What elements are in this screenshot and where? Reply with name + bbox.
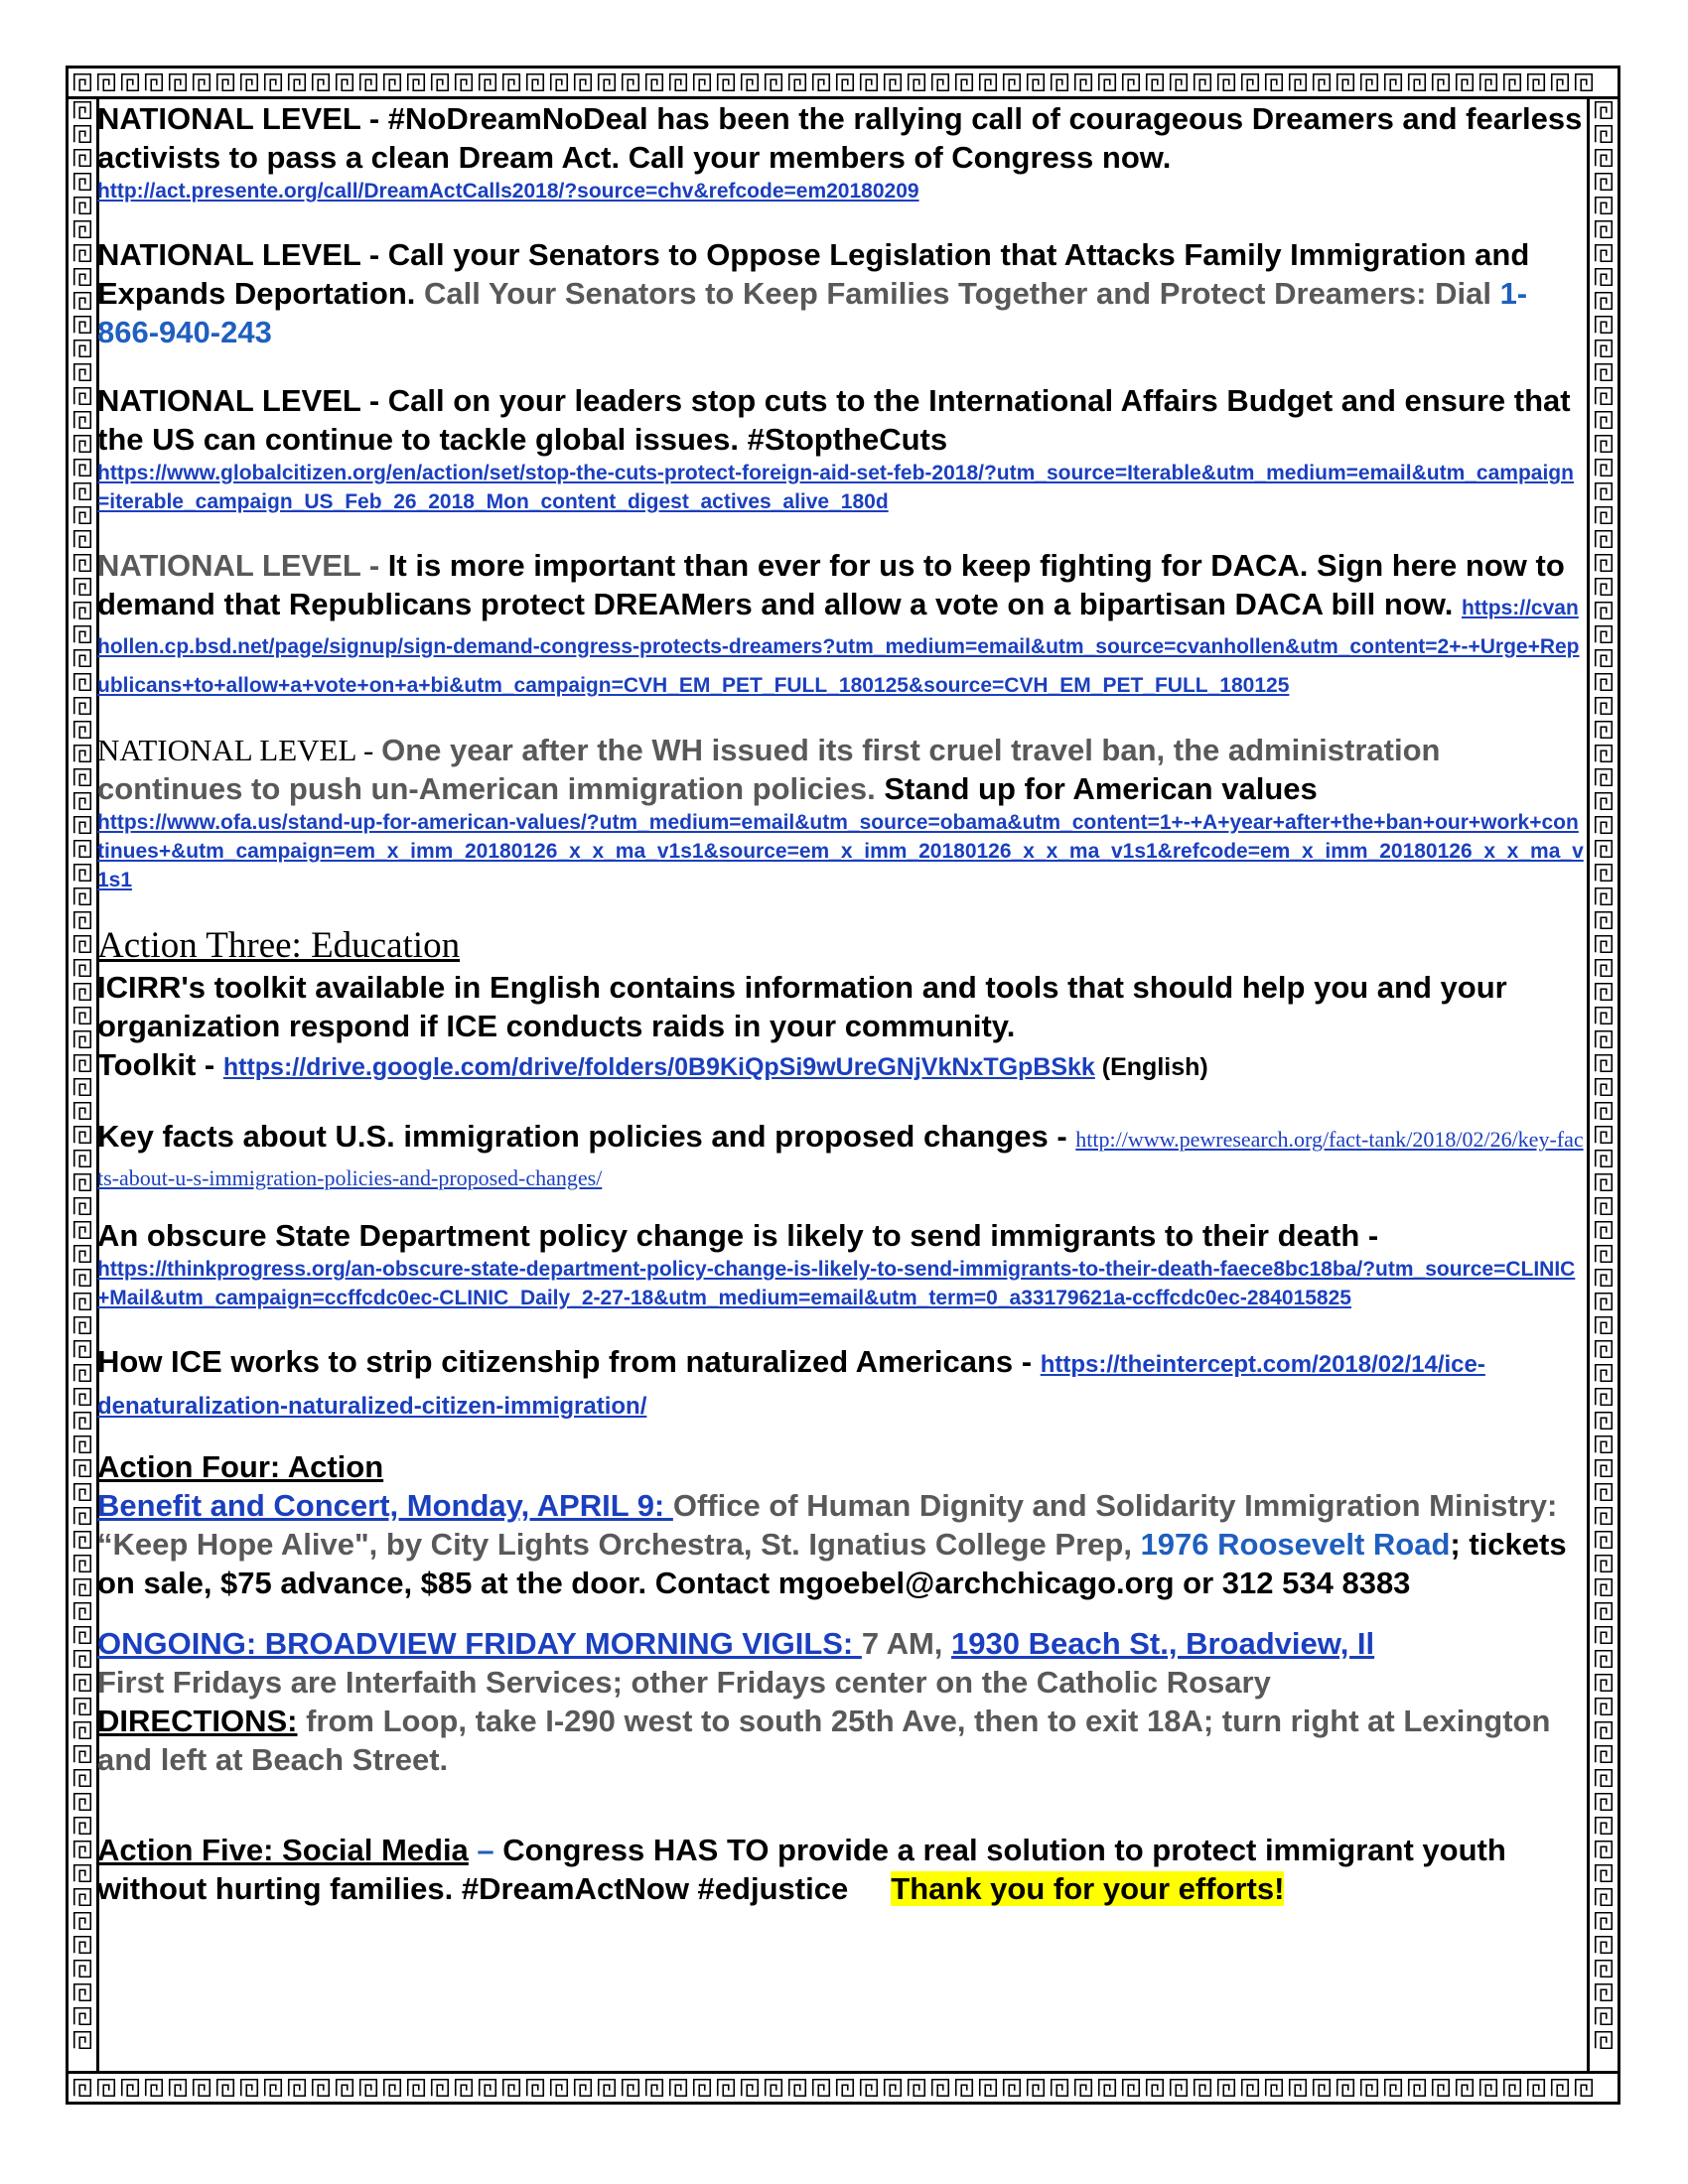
section-text: #NoDreamNoDeal has been the rallying call of courageous Dreamers and fearless activists to pass a clean Dream Act. Call your members of Congress now. — [97, 101, 1583, 175]
level-label: NATIONAL LEVEL - — [97, 548, 388, 583]
thinkprogress-link[interactable]: https://thinkprogress.org/an-obscure-state-department-policy-change-is-likely-to-send-immigrants-to-their-death-faece8bc18ba/?utm_source=CLINIC+Mail&utm_campaign=ccffcdc0ec-CLINIC_Daily_2-27-18&utm_medium=email&utm_term=0_a33179621a-ccffcdc0ec-284015825 — [97, 1258, 1576, 1309]
directions-text: from Loop, take I-290 west to south 25th Ave, then to exit 18A; turn right at Lexington and left at Beach Street. — [97, 1704, 1551, 1777]
ice-citizenship-text: How ICE works to strip citizenship from naturalized Americans - — [97, 1344, 1041, 1379]
border-right — [1587, 96, 1618, 2074]
event-address: 1976 Roosevelt Road — [1140, 1527, 1451, 1562]
section-text: Call your Senators to Oppose Legislation that Attacks Family Immigration and Expands Deportation. — [97, 237, 1530, 311]
section-text: It is more important than ever for us to keep fighting for DACA. Sign here now to demand that Republicans protect DREAMers and allow a vote on a bipartisan DACA bill now. — [97, 548, 1565, 621]
level-label: NATIONAL LEVEL - — [97, 237, 388, 272]
action-five-social-media — [97, 1831, 1585, 1908]
key-facts-text: Key facts about U.S. immigration policies and proposed changes - — [97, 1119, 1076, 1154]
ofa-link[interactable]: https://www.ofa.us/stand-up-for-american-values/?utm_medium=email&utm_source=obama&utm_content=1+-+A+year+after+the+ban+our+work+continues+&utm_campaign=em_x_imm_20180126_x_x_ma_v1s1&source=em_x_imm_20180126_x_x_ma_v1s1&refcode=em_x_imm_20180126_x_x_ma_v1s1 — [97, 811, 1584, 891]
cvanhollen-link[interactable]: https://cvanhollen.cp.bsd.net/page/signup/sign-demand-congress-protects-dreamers?utm_medium=email&utm_source=cvanhollen&utm_content=2+-+Urge+Republicans+to+allow+a+vote+on+a+bi&utm_campaign=CVH_EM_PET_FULL_180125&source=CVH_EM_PET_FULL_180125 — [97, 597, 1580, 697]
vigil-description: First Fridays are Interfaith Services; other Fridays center on the Catholic Rosary — [97, 1665, 1271, 1700]
vigils-link[interactable]: ONGOING: BROADVIEW FRIDAY MORNING VIGILS: — [97, 1626, 862, 1661]
toolkit-label: Toolkit - — [97, 1047, 223, 1082]
greek-key-pattern — [69, 96, 96, 2074]
border-left — [69, 96, 99, 2074]
toolkit-suffix: (English) — [1094, 1053, 1208, 1081]
border-bottom — [69, 2071, 1618, 2102]
benefit-concert-link[interactable]: Benefit and Concert, Monday, APRIL 9: — [97, 1488, 673, 1523]
section-gray-text: Call Your Senators to Keep Families Together and Protect Dreamers: Dial — [423, 276, 1500, 311]
national-level-family-immigration — [97, 235, 1585, 351]
presente-link[interactable]: http://act.presente.org/call/DreamActCalls2018/?source=chv&refcode=em20180209 — [97, 180, 919, 203]
toolkit-link[interactable]: https://drive.google.com/drive/folders/0B9KiQpSi9wUreGNjVkNxTGpBSkk — [222, 1053, 1095, 1081]
level-label: NATIONAL LEVEL - — [97, 733, 382, 767]
pewresearch-link[interactable]: http://www.pewresearch.org/fact-tank/2018/02/26/key-facts-about-u-s-immigration-policies-and-proposed-changes/ — [97, 1127, 1584, 1190]
social-media-text: Congress HAS TO provide a real solution to protect immigrant youth without hurting families. #DreamActNow #edjustice — [97, 1833, 1506, 1906]
action-three-title: Action Three: Education — [97, 925, 461, 966]
thank-you-highlight: Thank you for your efforts! — [891, 1871, 1285, 1906]
event-tickets-contact: ; tickets on sale, $75 advance, $85 at the door. Contact mgoebel@archchicago.org or 312 534 8383 — [97, 1527, 1567, 1600]
section-gray-text: One year after the WH issued its first cruel travel ban, the administration continues to push un-American immigration policies. — [97, 733, 1441, 806]
intercept-link[interactable]: https://theintercept.com/2018/02/14/ice-denaturalization-naturalized-citizen-immigration/ — [97, 1351, 1485, 1420]
phone-number: 1-866-940-243 — [97, 276, 1528, 349]
vigil-address-link[interactable]: 1930 Beach St., Broadview, Il — [951, 1626, 1375, 1661]
national-level-stop-cuts — [97, 381, 1585, 516]
action-five-title: Action Five: Social Media — [97, 1833, 469, 1867]
greek-key-pattern — [69, 2074, 1618, 2102]
state-dept-text: An obscure State Department policy change is likely to send immigrants to their death - — [97, 1218, 1379, 1253]
greek-key-pattern — [1590, 96, 1618, 2074]
page-content — [97, 99, 1585, 1908]
dash: – — [468, 1833, 503, 1867]
vigil-time: 7 AM, — [861, 1626, 952, 1661]
directions-label: DIRECTIONS: — [97, 1704, 298, 1738]
globalcitizen-link[interactable]: https://www.globalcitizen.org/en/action/set/stop-the-cuts-protect-foreign-aid-set-feb-2018/?utm_source=Iterable&utm_medium=email&utm_campaign=iterable_campaign_US_Feb_26_2018_Mon_content_digest_actives_alive_180d — [97, 462, 1574, 513]
national-level-travel-ban — [97, 731, 1585, 894]
level-label: NATIONAL LEVEL - — [97, 383, 388, 418]
national-level-daca — [97, 546, 1585, 701]
level-label: NATIONAL LEVEL - — [97, 101, 388, 136]
action-four-title: Action Four: Action — [97, 1449, 384, 1484]
action-four-action — [97, 1447, 1585, 1779]
toolkit-intro: ICIRR's toolkit available in English contains information and tools that should help you and your organization respond if ICE conducts raids in your community. — [97, 970, 1507, 1043]
section-text: Stand up for American values — [884, 771, 1318, 806]
greek-key-pattern — [69, 68, 1618, 96]
national-level-dream-act — [97, 99, 1585, 205]
action-three-education — [97, 924, 1585, 1426]
event-text: Office of Human Dignity and Solidarity Immigration Ministry: “Keep Hope Alive", by City Lights Orchestra, St. Ignatius College Prep, — [97, 1488, 1558, 1562]
border-top — [69, 68, 1618, 99]
section-text: Call on your leaders stop cuts to the International Affairs Budget and ensure that the US can continue to tackle global issues. #StoptheCuts — [97, 383, 1571, 457]
